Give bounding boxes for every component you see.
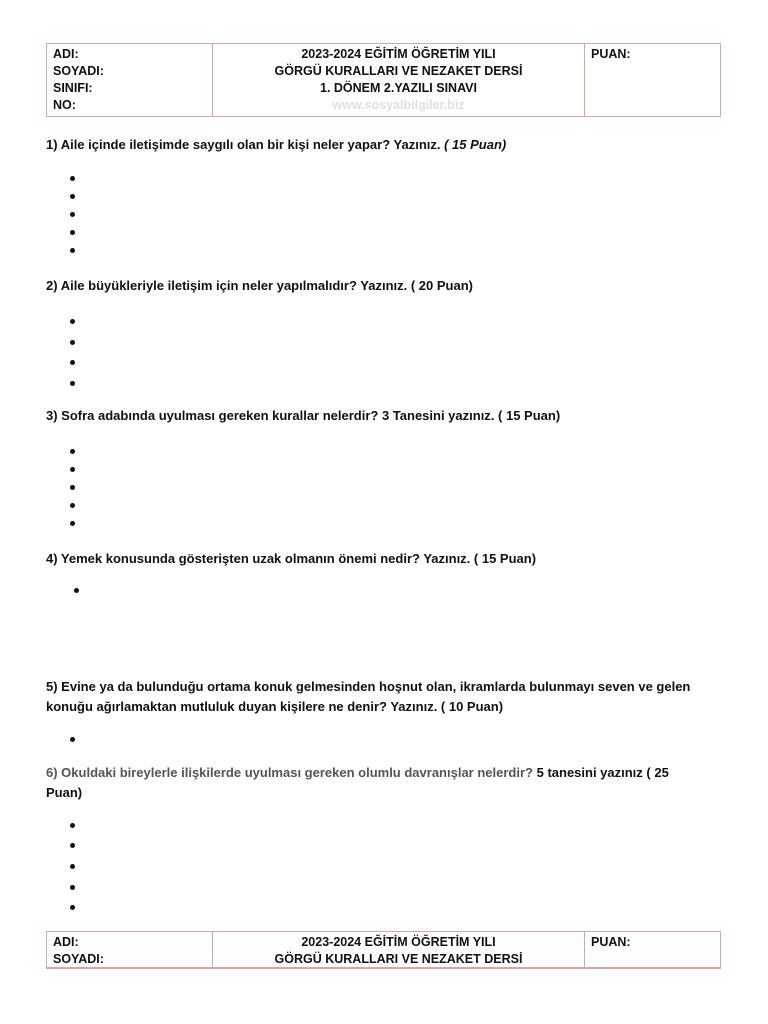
exam-header-table [46,43,721,117]
question-1-points: ( 15 Puan) [440,137,507,152]
question-5-line-1: 5) Evine ya da bulunduğu ortama konuk gelmesinden hoşnut olan, ikramlarda bulunmayı seven ve gelen [46,679,691,694]
bullet [70,248,78,256]
bullet [70,230,78,238]
exam-title-cell [213,932,585,967]
question-4 [46,549,726,569]
bullet [70,360,78,368]
bullet [70,864,78,872]
school-year-title: 2023-2024 EĞİTİM ÖĞRETİM YILI [301,935,496,949]
question-6-text: 6) Okuldaki bireylerle ilişkilerde uyulması gereken olumlu davranışlar nelerdir? [46,765,533,780]
surname-label: SOYADI: [53,64,104,78]
class-label: SINIFI: [53,81,93,95]
course-title: GÖRGÜ KURALLARI VE NEZAKET DERSİ [274,952,523,966]
bullet [70,905,78,913]
student-info-cell [47,932,213,967]
question-1-text: 1) Aile içinde iletişimde saygılı olan bir kişi neler yapar? Yazınız. [46,137,441,152]
bullet [70,485,78,493]
question-2-text: 2) Aile büyükleriyle iletişim için neler yapılmalıdır? Yazınız. ( 20 Puan) [46,278,473,293]
question-6-instruction: 5 tanesini yazınız ( 25 [532,765,669,780]
bullet [70,503,78,511]
name-label: ADI: [53,935,79,949]
bullet [74,588,82,596]
bullet [70,194,78,202]
question-5-line-2: konuğu ağırlamaktan mutluluk duyan kişilere ne denir? Yazınız. ( 10 Puan) [46,699,504,714]
score-label: PUAN: [591,47,631,61]
exam-term-title: 1. DÖNEM 2.YAZILI SINAVI [320,81,477,95]
exam-title-cell [213,44,585,116]
question-6-points: Puan) [46,785,83,800]
watermark-text: www.sosyalbilgiler.biz [332,98,465,112]
bullet [70,212,78,220]
student-info-cell [47,44,213,116]
bullet [70,381,78,389]
name-label: ADI: [53,47,79,61]
bullet [70,340,78,348]
question-4-text: 4) Yemek konusunda gösterişten uzak olmanın önemi nedir? Yazınız. ( 15 Puan) [46,551,537,566]
question-3 [46,406,726,426]
bullet [70,823,78,831]
question-1 [46,135,726,155]
question-5 [46,677,726,717]
bullet [70,319,78,327]
bullet [70,885,78,893]
question-2 [46,276,726,296]
bullet [70,449,78,457]
question-3-text: 3) Sofra adabında uyulması gereken kurallar nelerdir? 3 Tanesini yazınız. ( 15 Puan) [46,408,561,423]
score-cell [585,44,720,116]
score-cell [585,932,720,967]
number-label: NO: [53,98,76,112]
course-title: GÖRGÜ KURALLARI VE NEZAKET DERSİ [274,64,523,78]
school-year-title: 2023-2024 EĞİTİM ÖĞRETİM YILI [301,47,496,61]
surname-label: SOYADI: [53,952,104,966]
exam-header-table-repeat [46,931,721,969]
bullet [70,521,78,529]
bullet [70,843,78,851]
bullet [70,737,78,745]
question-6 [46,763,726,803]
bullet [70,176,78,184]
score-label: PUAN: [591,935,631,949]
bullet [70,467,78,475]
